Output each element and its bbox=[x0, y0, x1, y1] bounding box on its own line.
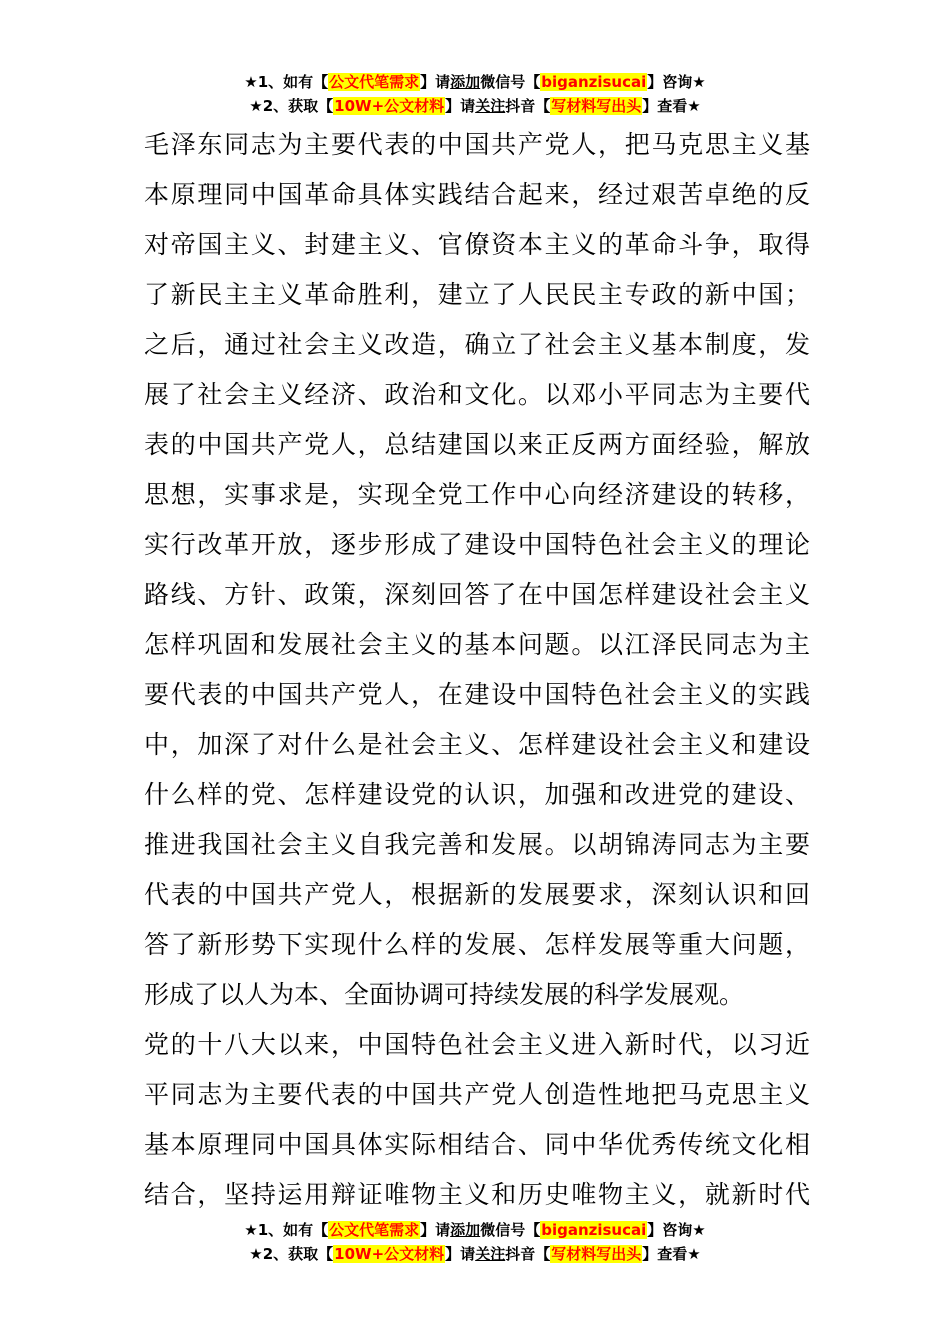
banner-text: 】请 bbox=[420, 73, 451, 91]
banner-text: 2、获取【 bbox=[262, 97, 334, 115]
highlight-materials: 10W+公文材料 bbox=[334, 97, 445, 115]
star-icon: ★ bbox=[249, 1245, 263, 1263]
text-line: 什么样的党、怎样建设党的认识，加强和改进党的建设、 bbox=[144, 780, 810, 809]
text-line: 了新民主主义革命胜利，建立了人民民主专政的新中国； bbox=[144, 280, 810, 309]
banner-text: 1、如有【 bbox=[257, 1221, 329, 1239]
banner-text: 】咨询 bbox=[647, 73, 693, 91]
footer-banner bbox=[0, 1218, 950, 1266]
text-line: 对帝国主义、封建主义、官僚资本主义的革命斗争，取得 bbox=[144, 230, 810, 259]
star-icon: ★ bbox=[244, 1221, 258, 1239]
highlight-materials: 10W+公文材料 bbox=[334, 1245, 445, 1263]
highlight-service: 公文代笔需求 bbox=[329, 1221, 420, 1239]
text-line: 推进我国社会主义自我完善和发展。以胡锦涛同志为主要 bbox=[144, 830, 810, 859]
banner-line-2 bbox=[0, 1242, 950, 1266]
text-line: 路线、方针、政策，深刻回答了在中国怎样建设社会主义 bbox=[144, 580, 810, 609]
underlined-text: 添加 bbox=[450, 1221, 481, 1239]
highlight-service: 公文代笔需求 bbox=[329, 73, 420, 91]
underlined-text: 关注 bbox=[475, 1245, 506, 1263]
banner-line-2 bbox=[0, 94, 950, 118]
text-line: 本原理同中国革命具体实践结合起来，经过艰苦卓绝的反 bbox=[144, 180, 810, 209]
star-icon: ★ bbox=[687, 97, 701, 115]
banner-line-1 bbox=[0, 70, 950, 94]
text-line: 中，加深了对什么是社会主义、怎样建设社会主义和建设 bbox=[144, 730, 810, 759]
banner-text: 】咨询 bbox=[647, 1221, 693, 1239]
text-line: 要代表的中国共产党人，在建设中国特色社会主义的实践 bbox=[144, 680, 810, 709]
text-line: 表的中国共产党人，总结建国以来正反两方面经验，解放 bbox=[144, 430, 810, 459]
banner-text: 】请 bbox=[420, 1221, 451, 1239]
highlight-douyin-account: 写材料写出头 bbox=[551, 97, 642, 115]
highlight-douyin-account: 写材料写出头 bbox=[551, 1245, 642, 1263]
header-banner bbox=[0, 70, 950, 118]
highlight-wechat-id: biganzisucai bbox=[541, 1221, 647, 1239]
star-icon: ★ bbox=[687, 1245, 701, 1263]
document-body bbox=[144, 120, 810, 1220]
underlined-text: 添加 bbox=[450, 73, 481, 91]
banner-text: 抖音【 bbox=[505, 1245, 551, 1263]
banner-text: 2、获取【 bbox=[262, 1245, 334, 1263]
text-line: 实行改革开放，逐步形成了建设中国特色社会主义的理论 bbox=[144, 530, 810, 559]
text-line: 毛泽东同志为主要代表的中国共产党人，把马克思主义基 bbox=[144, 130, 810, 159]
text-line: 平同志为主要代表的中国共产党人创造性地把马克思主义 bbox=[144, 1080, 810, 1109]
banner-text: 】请 bbox=[445, 1245, 476, 1263]
text-line: 基本原理同中国具体实际相结合、同中华优秀传统文化相 bbox=[144, 1130, 810, 1159]
banner-text: 】查看 bbox=[642, 1245, 688, 1263]
text-line: 形成了以人为本、全面协调可持续发展的科学发展观。 bbox=[144, 980, 745, 1009]
underlined-text: 关注 bbox=[475, 97, 506, 115]
banner-text: 抖音【 bbox=[505, 97, 551, 115]
banner-line-1 bbox=[0, 1218, 950, 1242]
text-line: 怎样巩固和发展社会主义的基本问题。以江泽民同志为主 bbox=[144, 630, 810, 659]
text-line: 代表的中国共产党人，根据新的发展要求，深刻认识和回 bbox=[144, 880, 810, 909]
highlight-wechat-id: biganzisucai bbox=[541, 73, 647, 91]
banner-text: 】请 bbox=[445, 97, 476, 115]
banner-text: 】查看 bbox=[642, 97, 688, 115]
banner-text: 1、如有【 bbox=[257, 73, 329, 91]
banner-text: 微信号【 bbox=[480, 1221, 541, 1239]
text-line: 党的十八大以来，中国特色社会主义进入新时代，以习近 bbox=[144, 1030, 810, 1059]
text-line: 展了社会主义经济、政治和文化。以邓小平同志为主要代 bbox=[144, 380, 810, 409]
banner-text: 微信号【 bbox=[480, 73, 541, 91]
star-icon: ★ bbox=[249, 97, 263, 115]
star-icon: ★ bbox=[692, 1221, 706, 1239]
text-line: 结合，坚持运用辩证唯物主义和历史唯物主义，就新时代 bbox=[144, 1180, 810, 1209]
star-icon: ★ bbox=[692, 73, 706, 91]
text-line: 之后，通过社会主义改造，确立了社会主义基本制度，发 bbox=[144, 330, 810, 359]
text-line: 思想，实事求是，实现全党工作中心向经济建设的转移， bbox=[144, 480, 810, 509]
text-line: 答了新形势下实现什么样的发展、怎样发展等重大问题， bbox=[144, 930, 810, 959]
star-icon: ★ bbox=[244, 73, 258, 91]
